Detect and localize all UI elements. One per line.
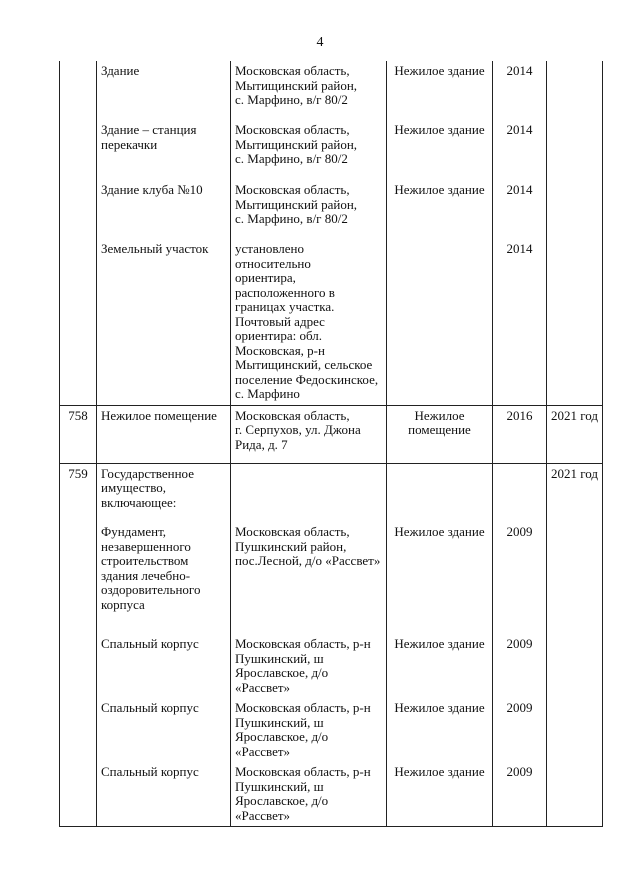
object-name: Здание клуба №10 bbox=[97, 180, 231, 239]
object-address: установлено относительно ориентира, расположенного в границах участка. Почтовый адрес ориентира: обл. Московская, р-н Мытищинский, сельское поселение Федоскинское, с. Марфино bbox=[231, 239, 387, 405]
control-year bbox=[547, 698, 603, 762]
control-year bbox=[547, 522, 603, 634]
row-number bbox=[60, 634, 97, 698]
object-type bbox=[387, 239, 493, 405]
control-year bbox=[547, 762, 603, 827]
row-number bbox=[60, 61, 97, 120]
table-row bbox=[60, 120, 603, 180]
object-type: Нежилое здание bbox=[387, 762, 493, 827]
property-registry-table bbox=[59, 61, 603, 827]
object-type: Нежилое здание bbox=[387, 634, 493, 698]
object-address: Московская область, р-н Пушкинский, ш Ярославское, д/о «Рассвет» bbox=[231, 762, 387, 827]
control-year bbox=[547, 239, 603, 405]
row-number: 759 bbox=[60, 463, 97, 522]
row-number bbox=[60, 239, 97, 405]
table-row bbox=[60, 239, 603, 405]
object-type: Нежилое здание bbox=[387, 522, 493, 634]
table-row bbox=[60, 762, 603, 827]
control-year: 2021 год bbox=[547, 463, 603, 522]
table-row bbox=[60, 61, 603, 120]
table-row bbox=[60, 463, 603, 522]
object-year: 2014 bbox=[493, 239, 547, 405]
object-address: Московская область, р-н Пушкинский, ш Ярославское, д/о «Рассвет» bbox=[231, 634, 387, 698]
page-number: 4 bbox=[316, 35, 324, 50]
object-address: Московская область, Мытищинский район, с. Марфино, в/г 80/2 bbox=[231, 180, 387, 239]
object-type: Нежилое здание bbox=[387, 180, 493, 239]
object-year: 2009 bbox=[493, 634, 547, 698]
object-type: Нежилое помещение bbox=[387, 405, 493, 463]
control-year: 2021 год bbox=[547, 405, 603, 463]
row-number bbox=[60, 698, 97, 762]
object-address: Московская область, г. Серпухов, ул. Джона Рида, д. 7 bbox=[231, 405, 387, 463]
table-row bbox=[60, 698, 603, 762]
object-year: 2016 bbox=[493, 405, 547, 463]
table-row bbox=[60, 522, 603, 634]
object-type: Нежилое здание bbox=[387, 61, 493, 120]
row-number bbox=[60, 180, 97, 239]
control-year bbox=[547, 61, 603, 120]
object-name: Государственное имущество, включающее: bbox=[97, 463, 231, 522]
row-number bbox=[60, 120, 97, 180]
object-year: 2014 bbox=[493, 180, 547, 239]
object-address bbox=[231, 463, 387, 522]
object-type: Нежилое здание bbox=[387, 120, 493, 180]
row-number bbox=[60, 762, 97, 827]
object-address: Московская область, Мытищинский район, с. Марфино, в/г 80/2 bbox=[231, 120, 387, 180]
table-row bbox=[60, 405, 603, 463]
object-year bbox=[493, 463, 547, 522]
object-address: Московская область, р-н Пушкинский, ш Ярославское, д/о «Рассвет» bbox=[231, 698, 387, 762]
object-address: Московская область, Пушкинский район, пос.Лесной, д/о «Рассвет» bbox=[231, 522, 387, 634]
object-year: 2014 bbox=[493, 61, 547, 120]
object-name: Здание bbox=[97, 61, 231, 120]
row-number bbox=[60, 522, 97, 634]
object-type: Нежилое здание bbox=[387, 698, 493, 762]
object-name: Спальный корпус bbox=[97, 634, 231, 698]
object-name: Фундамент, незавершенного строительством здания лечебно- оздоровительного корпуса bbox=[97, 522, 231, 634]
object-year: 2009 bbox=[493, 522, 547, 634]
object-name: Здание – станция перекачки bbox=[97, 120, 231, 180]
control-year bbox=[547, 120, 603, 180]
table-row bbox=[60, 634, 603, 698]
table-row bbox=[60, 180, 603, 239]
object-type bbox=[387, 463, 493, 522]
object-year: 2009 bbox=[493, 762, 547, 827]
object-name: Земельный участок bbox=[97, 239, 231, 405]
object-name: Спальный корпус bbox=[97, 698, 231, 762]
object-year: 2014 bbox=[493, 120, 547, 180]
control-year bbox=[547, 634, 603, 698]
control-year bbox=[547, 180, 603, 239]
object-year: 2009 bbox=[493, 698, 547, 762]
object-name: Нежилое помещение bbox=[97, 405, 231, 463]
row-number: 758 bbox=[60, 405, 97, 463]
object-name: Спальный корпус bbox=[97, 762, 231, 827]
object-address: Московская область, Мытищинский район, с. Марфино, в/г 80/2 bbox=[231, 61, 387, 120]
